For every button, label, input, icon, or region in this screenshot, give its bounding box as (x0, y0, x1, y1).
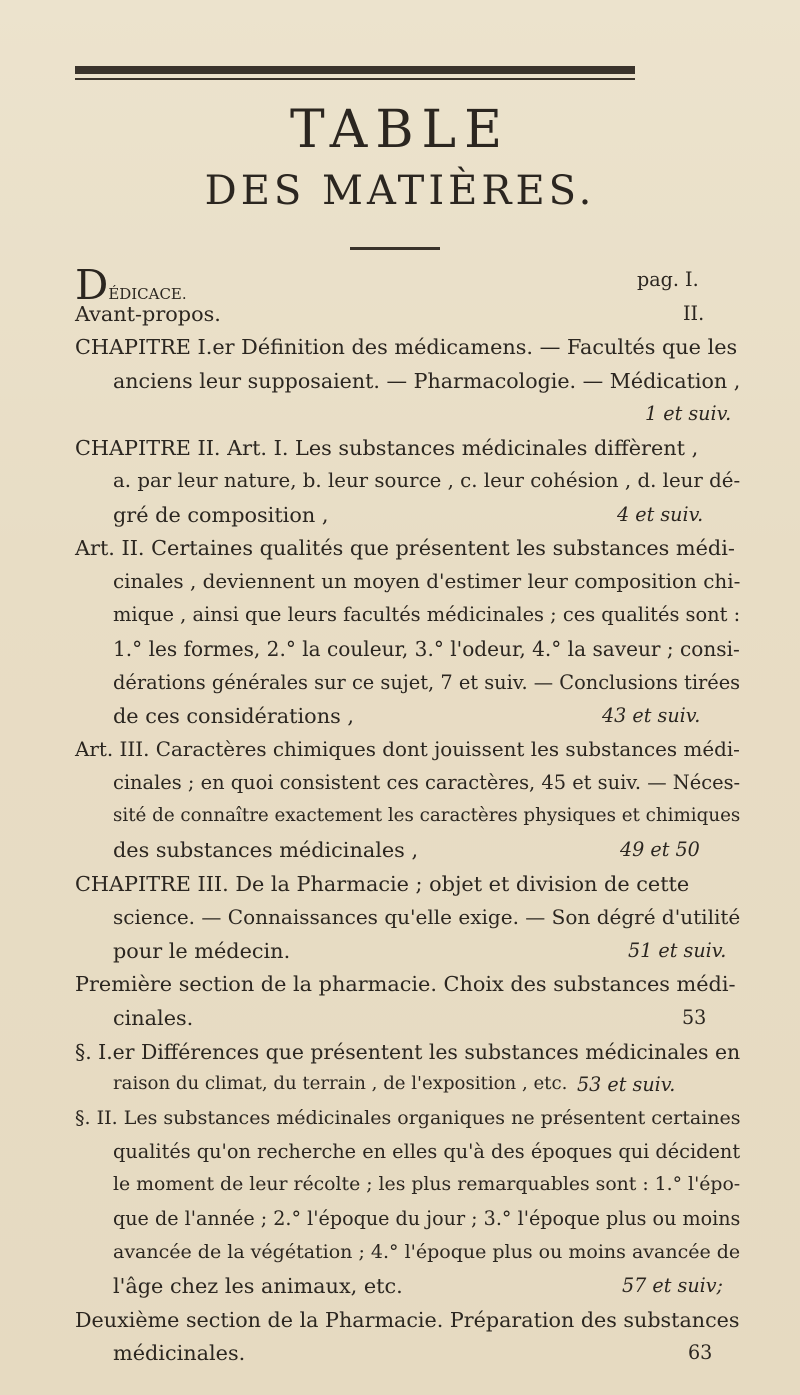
entry-page: pag. I. (637, 268, 699, 291)
entry-line: §. II. Les substances médicinales organiques ne présentent certaines (75, 1106, 741, 1129)
entry-line: Deuxième section de la Pharmacie. Préparation des substances (75, 1307, 740, 1332)
entry-page: 51 et suiv. (628, 938, 727, 962)
entry-page: 49 et 50 (620, 838, 700, 862)
entry-line: cinales , deviennent un moyen d'estimer leur composition chi- (113, 569, 741, 593)
entry-line: qualités qu'on recherche en elles qu'à des époques qui décident (113, 1140, 741, 1164)
top-thin-rule (75, 78, 635, 80)
entry-line: anciens leur supposaient. — Pharmacologie. — Médication , (113, 368, 741, 393)
drop-cap: D (75, 260, 109, 309)
entry-line: le moment de leur récolte ; les plus remarquables sont : 1.° l'épo- (113, 1173, 741, 1195)
entry-line: gré de composition , (113, 502, 329, 527)
entry-line: cinales. (113, 1006, 194, 1030)
entry-line: a. par leur nature, b. leur source , c. leur cohésion , d. leur dé- (113, 469, 741, 493)
entry-line: cinales ; en quoi consistent ces caractères, 45 et suiv. — Néces- (113, 771, 741, 795)
entry-page: 53 et suiv. (577, 1073, 676, 1097)
page-subtitle: DES MATIÈRES. (204, 168, 596, 214)
entry-line: sité de connaître exactement les caractères physiques et chimiques (113, 804, 741, 826)
entry-line: raison du climat, du terrain , de l'exposition , etc. (113, 1073, 568, 1095)
entry-line: que de l'année ; 2.° l'époque du jour ; 3.° l'époque plus ou moins (113, 1207, 741, 1231)
separator-rule (350, 247, 440, 250)
page-title: TABLE (289, 100, 511, 160)
entry-line: pour le médecin. (113, 938, 291, 963)
entry-line: Art. II. Certaines qualités que présentent les substances médi- (75, 536, 735, 561)
entry-line: Première section de la pharmacie. Choix des substances médi- (75, 972, 736, 997)
entry-line: science. — Connaissances qu'elle exige. — Son dégré d'utilité (113, 905, 741, 930)
entry-page: 1 et suiv. (645, 402, 732, 426)
entry-line: des substances médicinales , (113, 838, 419, 863)
entry-line: CHAPITRE III. De la Pharmacie ; objet et division de cette (75, 871, 690, 896)
entry-line: CHAPITRE II. Art. I. Les substances médicinales diffèrent , (75, 435, 699, 460)
entry-line: de ces considérations , (113, 704, 354, 729)
entry-line: l'âge chez les animaux, etc. (113, 1274, 403, 1299)
entry-page: 57 et suiv; (622, 1274, 723, 1298)
entry-line: dérations générales sur ce sujet, 7 et suiv. — Conclusions tirées (113, 670, 741, 694)
entry-text: ÉDICACE. (108, 285, 187, 303)
entry-line: 1.° les formes, 2.° la couleur, 3.° l'odeur, 4.° la saveur ; consi- (113, 637, 740, 661)
entry-line: médicinales. (113, 1341, 246, 1366)
entry-page: 4 et suiv. (617, 502, 704, 526)
entry-line: §. I.er Différences que présentent les substances médicinales en (75, 1039, 741, 1064)
entry-dedicace (75, 260, 187, 309)
entry-page: II. (683, 301, 705, 325)
entry-page: 63 (688, 1341, 713, 1365)
top-ornament-rule (75, 66, 635, 74)
entry-page: 53 (682, 1006, 707, 1029)
entry-line: CHAPITRE I.er Définition des médicamens. — Facultés que les (75, 335, 738, 360)
entry-line: avancée de la végétation ; 4.° l'époque plus ou moins avancée de (113, 1240, 741, 1263)
entry-line: mique , ainsi que leurs facultés médicinales ; ces qualités sont : (113, 603, 741, 627)
entry-line: Art. III. Caractères chimiques dont jouissent les substances médi- (75, 737, 740, 761)
entry-page: 43 et suiv. (602, 704, 701, 728)
entry-line: Avant-propos. (75, 301, 221, 326)
